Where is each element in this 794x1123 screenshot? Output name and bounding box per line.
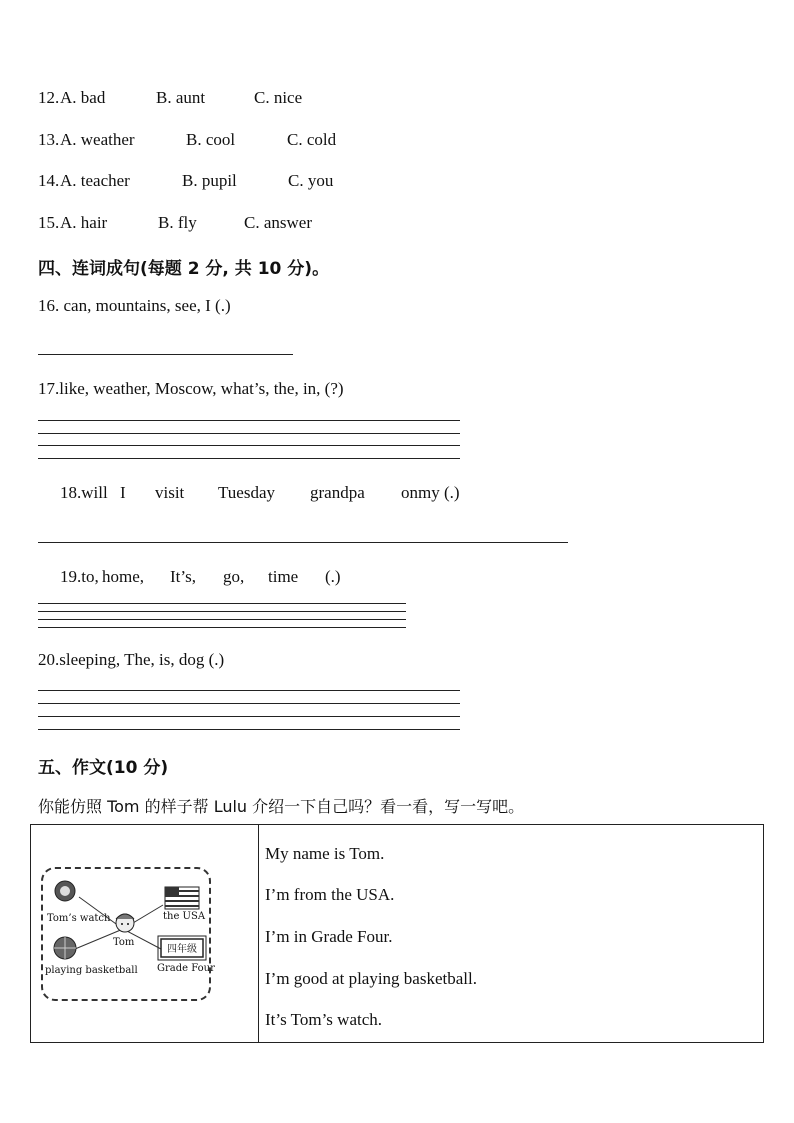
section-4-title: 四、连词成句(每题 2 分, 共 10 分)。 <box>38 259 330 279</box>
sample-line: I’m in Grade Four. <box>265 927 393 946</box>
table-divider <box>258 825 259 1042</box>
word: It’s, <box>170 567 196 586</box>
answer-line <box>38 458 460 459</box>
word: go, <box>223 567 245 586</box>
label-watch: Tom’s watch <box>47 913 111 924</box>
word: 19.to, <box>60 567 99 586</box>
question-number: 13. <box>38 130 60 149</box>
question-17: 17.like, weather, Moscow, what’s, the, in, (?) <box>38 379 344 398</box>
answer-line <box>38 703 460 704</box>
option-a: A. hair <box>60 213 108 232</box>
question-number: 15. <box>38 213 60 232</box>
option-c: C. cold <box>287 130 337 149</box>
answer-line <box>38 611 406 612</box>
option-a: A. weather <box>60 130 135 149</box>
sample-line: I’m good at playing basketball. <box>265 969 477 988</box>
usa-flag-icon <box>165 887 199 909</box>
word: onmy (.) <box>401 483 460 502</box>
option-a: A. teacher <box>60 171 130 190</box>
answer-line <box>38 729 460 730</box>
answer-line[interactable] <box>38 354 293 355</box>
label-hobby: playing basketball <box>45 965 138 976</box>
question-14 <box>38 171 458 193</box>
question-number: 12. <box>38 88 60 107</box>
boy-face-icon <box>116 914 134 932</box>
label-country: the USA <box>163 911 206 922</box>
option-b: B. pupil <box>182 171 237 190</box>
option-c: C. answer <box>244 213 312 232</box>
question-18 <box>38 483 498 505</box>
word: time <box>268 567 299 586</box>
option-c: C. you <box>288 171 334 190</box>
answer-line <box>38 619 406 620</box>
mind-map-drawing <box>43 869 209 999</box>
option-a: A. bad <box>60 88 106 107</box>
label-grade: Grade Four <box>157 963 215 974</box>
answer-line <box>38 627 406 628</box>
word: (.) <box>325 567 341 586</box>
word: visit <box>155 483 185 502</box>
watch-icon <box>55 881 75 901</box>
answer-line[interactable] <box>38 603 406 604</box>
option-c: C. nice <box>254 88 303 107</box>
question-13 <box>38 130 458 152</box>
section-5-title: 五、作文(10 分) <box>38 758 169 778</box>
option-b: B. cool <box>186 130 236 149</box>
word: grandpa <box>310 483 365 502</box>
sample-line: My name is Tom. <box>265 844 385 863</box>
sample-line: I’m from the USA. <box>265 885 395 904</box>
question-16: 16. can, mountains, see, I (.) <box>38 296 231 315</box>
question-15 <box>38 213 458 235</box>
writing-instruction: 你能仿照 Tom 的样子帮 Lulu 介绍一下自己吗？看一看，写一写吧。 <box>38 797 525 816</box>
label-name: Tom <box>113 937 135 948</box>
sample-line: It’s Tom’s watch. <box>265 1010 383 1029</box>
question-number: 14. <box>38 171 60 190</box>
answer-line[interactable] <box>38 690 460 691</box>
answer-line <box>38 433 460 434</box>
question-19 <box>38 567 378 589</box>
answer-line[interactable] <box>38 542 568 543</box>
question-20: 20.sleeping, The, is, dog (.) <box>38 650 225 669</box>
answer-line <box>38 716 460 717</box>
word: I <box>120 483 126 502</box>
writing-table <box>30 824 764 1043</box>
tom-mind-map <box>41 867 215 1001</box>
word: 18.will <box>60 483 108 502</box>
word: home, <box>102 567 145 586</box>
word: Tuesday <box>218 483 275 502</box>
option-b: B. aunt <box>156 88 206 107</box>
label-grade-badge: 四年级 <box>167 944 197 955</box>
answer-line <box>38 445 460 446</box>
option-b: B. fly <box>158 213 197 232</box>
answer-line[interactable] <box>38 420 460 421</box>
question-12 <box>38 88 458 110</box>
basketball-icon <box>54 937 76 959</box>
